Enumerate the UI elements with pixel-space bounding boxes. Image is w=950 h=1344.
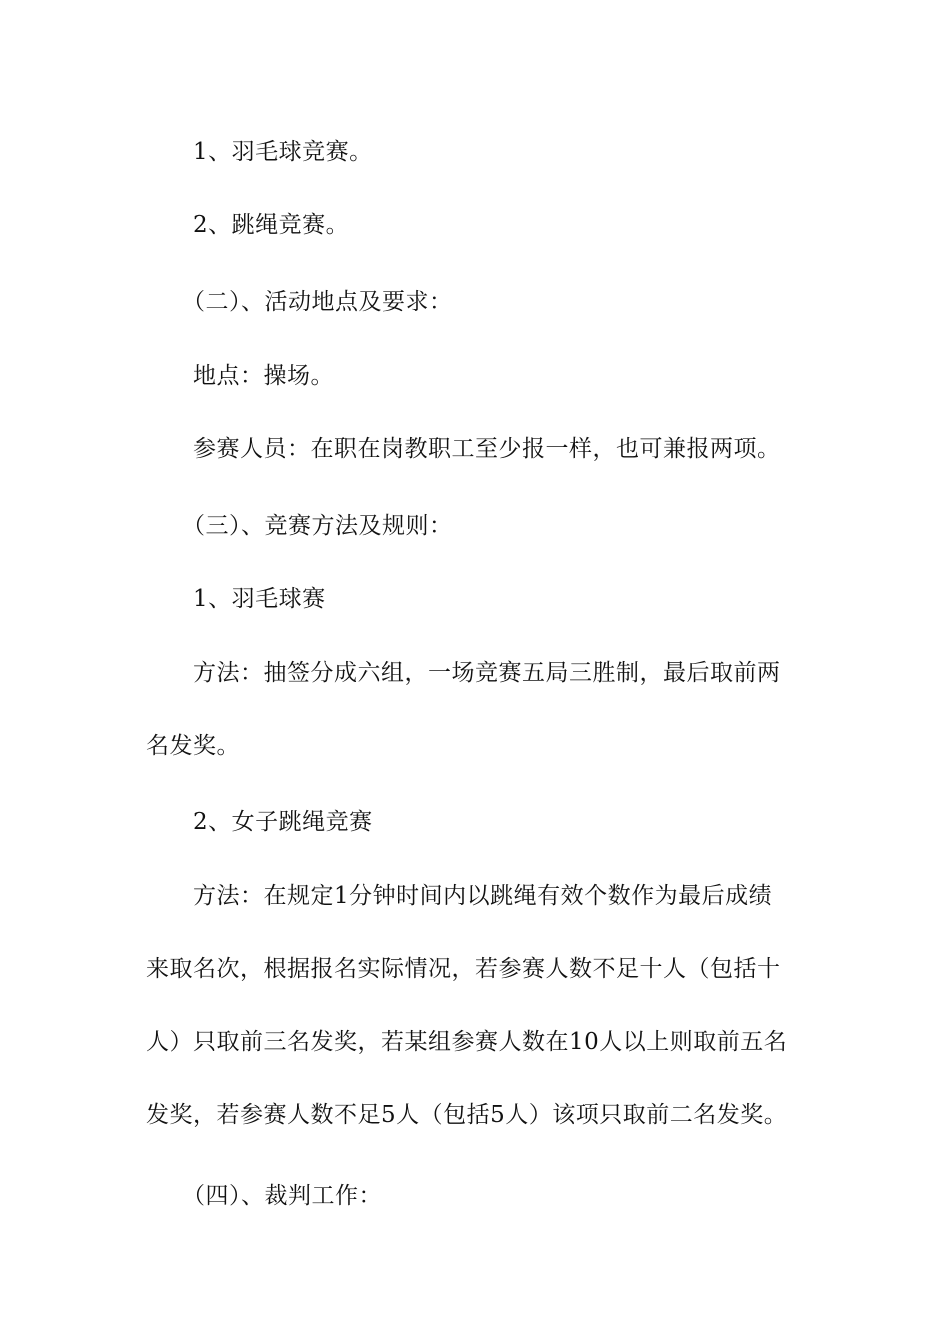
section-heading-referee — [146, 1160, 816, 1233]
text-line: 名发奖。 — [146, 733, 240, 759]
section-heading-rules — [146, 490, 816, 563]
paragraph-rope-method — [146, 860, 816, 1152]
paragraph-location — [146, 340, 816, 413]
text-line: 人）只取前三名发奖，若某组参赛人数在10人以上则取前五名 — [146, 1029, 788, 1055]
text-line: 1、羽毛球赛 — [193, 586, 326, 612]
text-line: 地点：操场。 — [193, 363, 334, 389]
text-line: 发奖，若参赛人数不足5人（包括5人）该项只取前二名发奖。 — [146, 1102, 788, 1128]
section-heading-location — [146, 266, 816, 339]
text-line: （二）、活动地点及要求： — [182, 289, 453, 315]
text-line: 1、羽毛球竞赛。 — [193, 139, 373, 165]
text-line: （四）、裁判工作： — [182, 1183, 382, 1209]
text-line: 2、女子跳绳竞赛 — [193, 809, 373, 835]
text-line: 方法：在规定1分钟时间内以跳绳有效个数作为最后成绩 — [193, 883, 773, 909]
text-line: 2、跳绳竞赛。 — [193, 212, 350, 238]
text-line: 参赛人员：在职在岗教职工至少报一样，也可兼报两项。 — [193, 436, 781, 462]
paragraph-participants — [146, 413, 816, 486]
text-line: 方法：抽签分成六组，一场竞赛五局三胜制，最后取前两 — [193, 660, 781, 686]
text-line: 来取名次，根据报名实际情况，若参赛人数不足十人（包括十 — [146, 956, 781, 982]
paragraph-badminton-method — [146, 637, 816, 783]
paragraph-badminton-item — [146, 116, 816, 189]
text-line: （三）、竞赛方法及规则： — [182, 513, 453, 539]
paragraph-rope-heading — [146, 786, 816, 859]
paragraph-badminton-heading — [146, 563, 816, 636]
paragraph-rope-item — [146, 189, 816, 262]
